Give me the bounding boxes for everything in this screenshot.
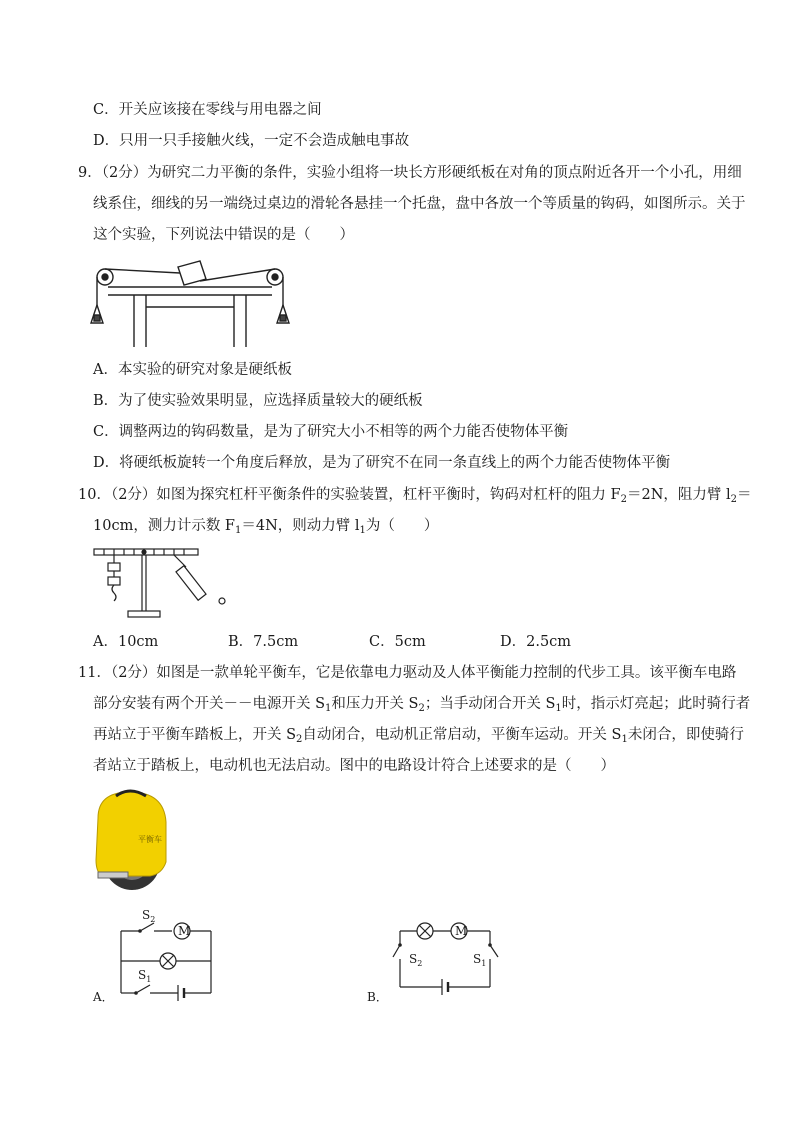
q11-stem-line4: 者站立于踏板上，电动机也无法启动。图中的电路设计符合上述要求的是（ ） [93, 758, 615, 774]
circuit-a-s1-label: $S_1$ [138, 968, 152, 984]
q8-option-d: D．只用一只手接触火线，一定不会造成触电事故 [93, 133, 410, 149]
q10-stem-line1: 10．（2分）如图为探究杠杆平衡条件的实验装置，杠杆平衡时，钩码对杠杆的阻力 $F_2=2N$，阻力臂 $l_2=$ [78, 487, 752, 505]
circuit-a [90, 905, 220, 1005]
q11-stem-line2: 部分安装有两个开关－－电源开关 $S_1$和压力开关 $S_2$；当手动闭合开关 $S_1$时，指示灯亮起；此时骑行者 [93, 696, 751, 714]
q8-option-c: C．开关应该接在零线与用电器之间 [93, 102, 322, 118]
motor-icon: M [178, 924, 191, 938]
circuit-b-s1-label: $S_1$ [473, 952, 487, 968]
circuit-a-option-label: A． [93, 990, 114, 1004]
q9-option-d: D．将硬纸板旋转一个角度后释放，是为了研究不在同一条直线上的两个力能否使物体平衡 [93, 455, 671, 471]
q10-stem-line2: 10cm，测力计示数 $F_1=4N$，则动力臂 $l_1$为（ ） [93, 518, 439, 536]
q9-option-c: C．调整两边的钩码数量，是为了研究大小不相等的两个力能否使物体平衡 [93, 424, 569, 440]
q9-stem-line1: 9．（2分）为研究二力平衡的条件，实验小组将一块长方形硬纸板在对角的顶点附近各开一个小孔，用细 [78, 165, 742, 181]
q10-option-c: C．5cm [369, 634, 426, 650]
circuit-b [367, 905, 507, 1005]
circuit-a-s2-label: $S_2$ [142, 908, 156, 924]
q11-stem-line3: 再站立于平衡车踏板上，开关 $S_2$自动闭合，电动机正常启动，平衡车运动。开关 $S_1$未闭合，即使骑行 [93, 727, 744, 745]
unicycle-brand-text: 平衡车 [138, 835, 162, 844]
q10-option-d: D．2.5cm [500, 634, 572, 650]
q9-option-b: B．为了使实验效果明显，应选择质量较大的硬纸板 [93, 393, 423, 409]
q11-stem-line1: 11．（2分）如图是一款单轮平衡车，它是依靠电力驱动及人体平衡能力控制的代步工具。该平衡车电路 [78, 665, 737, 681]
lever-apparatus-icon [90, 543, 240, 621]
q9-option-a: A．本实验的研究对象是硬纸板 [93, 362, 292, 378]
q10-option-a: A．10cm [93, 634, 159, 650]
circuit-b-motor-label: M [455, 924, 468, 938]
pulley-table-apparatus-icon [90, 255, 290, 350]
unicycle-icon [90, 788, 170, 893]
circuit-b-option-label: B． [367, 990, 388, 1004]
q10-option-b: B．7.5cm [228, 634, 299, 650]
circuit-b-s2-label: $S_2$ [409, 952, 423, 968]
q9-stem-line3: 这个实验，下列说法中错误的是（ ） [93, 227, 354, 243]
q9-stem-line2: 线系住，细线的另一端绕过桌边的滑轮各悬挂一个托盘，盘中各放一个等质量的钩码，如图所示。关于 [93, 196, 746, 212]
